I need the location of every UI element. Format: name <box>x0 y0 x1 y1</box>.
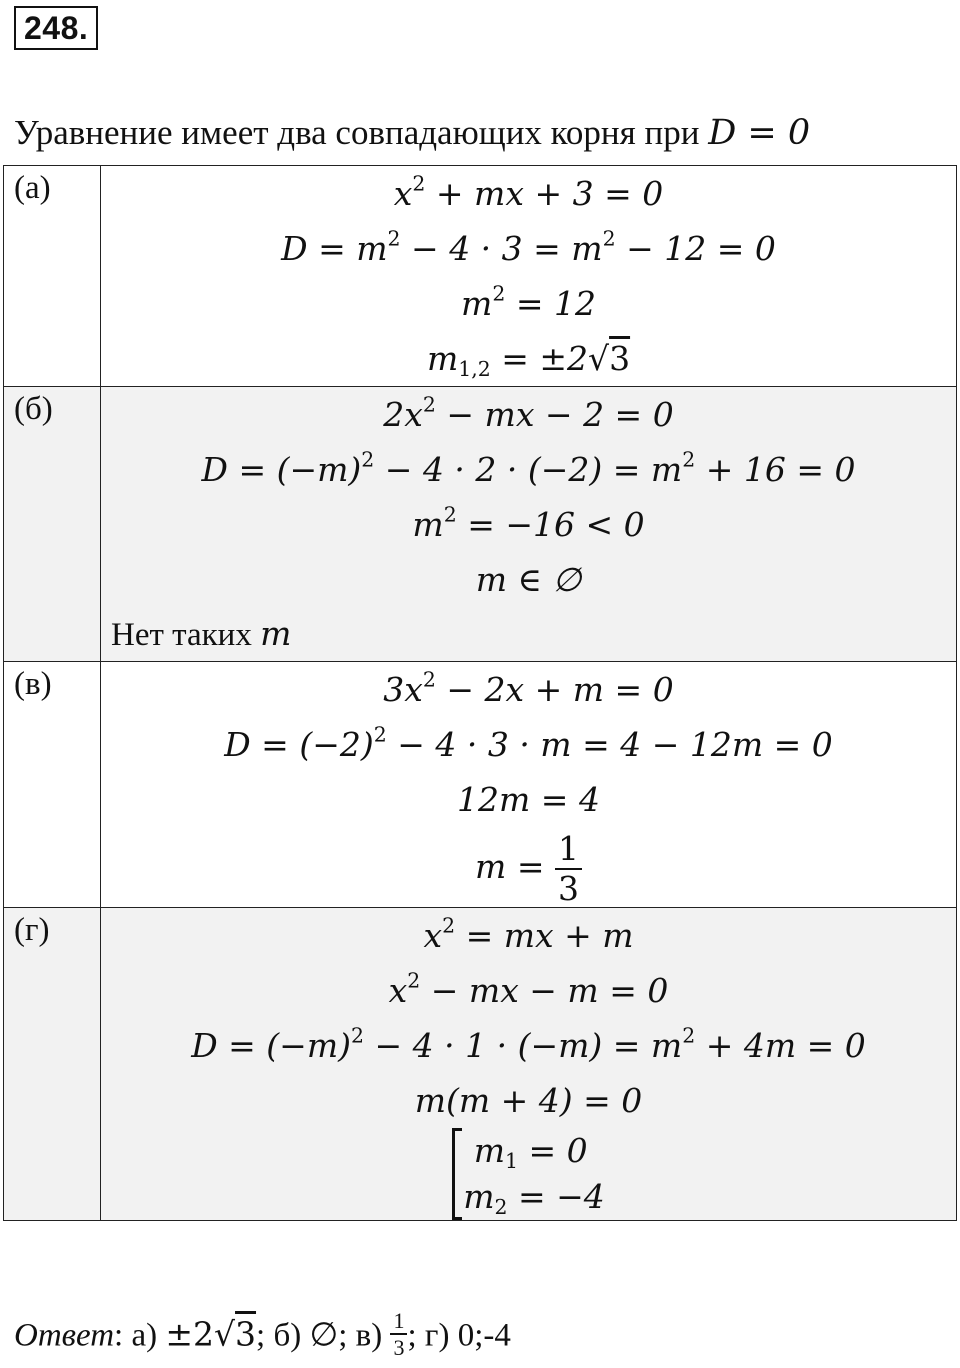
case-v-work <box>101 662 957 908</box>
case-label: (г) <box>4 908 101 1221</box>
equation-line: $D = (-m)^2 - 4 \cdot 1 \cdot (-m) = m^2 + 4m = 0$ <box>191 1023 866 1065</box>
equation-line: m(m + 4) = 0 <box>414 1081 643 1120</box>
bracket: $m_1 = 0$ $m_2 = -4$ <box>452 1128 605 1220</box>
equation-line: $D = m^2 - 4 \cdot 3 = m^2 - 12 = 0$ <box>281 226 776 268</box>
intro-text: Уравнение имеет два совпадающих корня при D = 0 <box>14 113 811 153</box>
problem-number: 248. <box>14 6 98 50</box>
case-label: (б) <box>4 387 101 662</box>
equation-line: $3x^2 - 2x + m = 0$ <box>383 667 674 709</box>
equation-line: $D = (-m)^2 - 4 \cdot 2 \cdot (-2) = m^2 + 16 = 0$ <box>201 447 856 489</box>
answer-line: Ответ: а) ±2√3; б) ∅; в) $\frac{1}{3}$ ; г) 0;-4 <box>14 1308 511 1361</box>
case-v-row <box>4 662 957 908</box>
case-b-row <box>4 387 957 662</box>
case-note: Нет таких m <box>111 614 292 653</box>
equation-line: 12m = 4 <box>457 780 600 819</box>
case-g-row <box>4 908 957 1221</box>
answer-g: 0;-4 <box>457 1317 511 1354</box>
equation-line: m ∈ ∅ <box>475 560 582 599</box>
case-a-work <box>101 166 957 387</box>
case-g-work <box>101 908 957 1221</box>
fraction: $\frac{1}{3}$ <box>555 830 582 908</box>
equation-line: $x^2$ − mx − m = 0 <box>388 968 669 1010</box>
answer-fraction: $\frac{1}{3}$ <box>390 1308 407 1361</box>
answer-label: Ответ <box>14 1317 115 1354</box>
equation-system <box>101 1128 956 1220</box>
equation-line: $m^2 = -16 < 0$ <box>412 502 645 544</box>
equation-line: $x^2$ + mx + 3 = 0 <box>393 171 664 213</box>
intro-condition: D = 0 <box>708 113 811 153</box>
equation-line: m = $\frac{1}{3}$ <box>101 827 956 907</box>
equation-line: $m^2 = 12$ <box>461 281 596 323</box>
solution-table <box>3 165 957 1221</box>
case-b-work <box>101 387 957 662</box>
case-label: (в) <box>4 662 101 908</box>
case-label: (а) <box>4 166 101 387</box>
equation-line: $2x^2$ − mx − 2 = 0 <box>383 392 674 434</box>
equation-line: $D = (-2)^2 - 4 \cdot 3 \cdot m = 4 - 12m = 0$ <box>224 722 833 764</box>
equation-line: $x^2$ = mx + m <box>423 913 634 955</box>
equation-line: $m_{1,2} = \pm 2√3$ <box>426 339 631 382</box>
case-a-row <box>4 166 957 387</box>
